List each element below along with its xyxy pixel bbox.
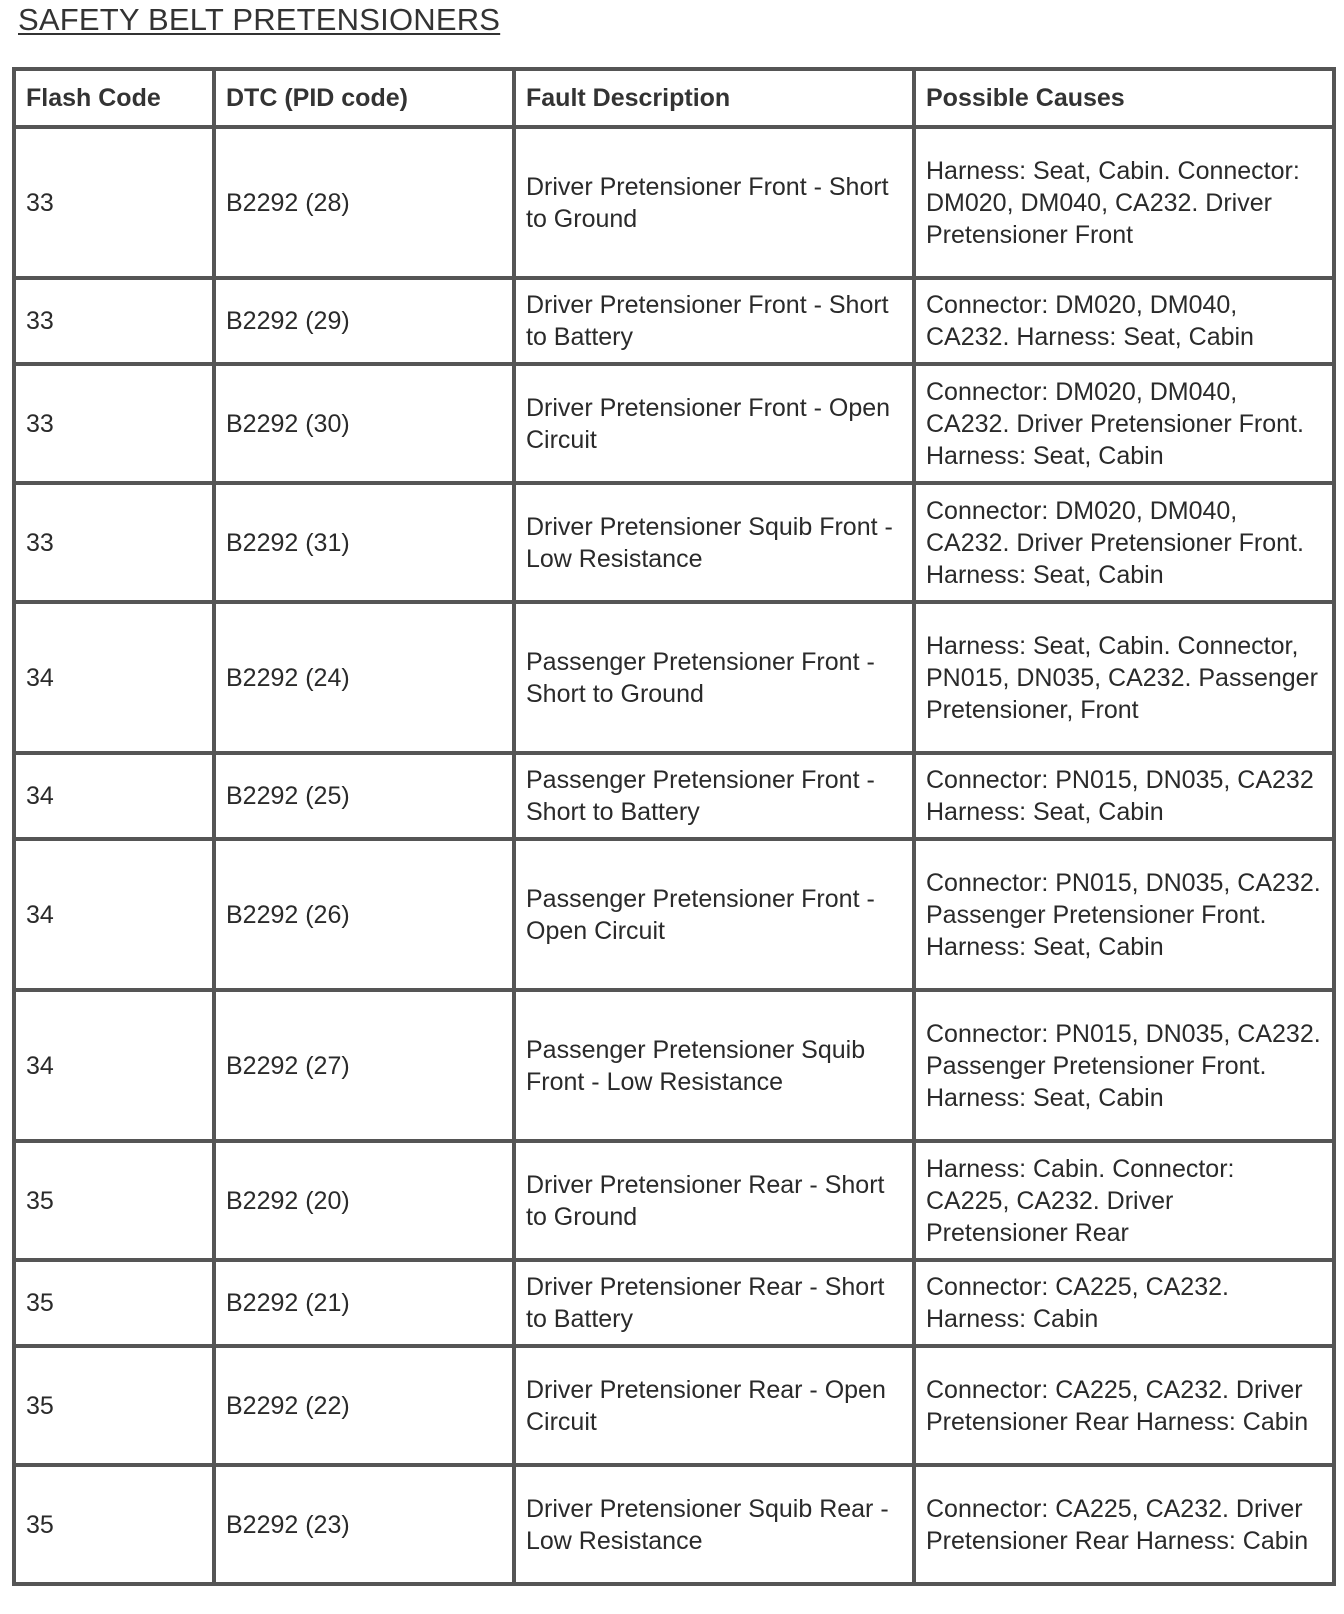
fault-description-cell: Driver Pretensioner Rear - Open Circuit (514, 1346, 914, 1465)
dtc-cell: B2292 (21) (214, 1260, 514, 1346)
flash-code-cell: 33 (14, 278, 214, 364)
dtc-cell: B2292 (20) (214, 1141, 514, 1260)
table-row (14, 483, 1334, 602)
dtc-cell: B2292 (25) (214, 753, 514, 839)
possible-causes-cell: Connector: DM020, DM040, CA232. Harness: Seat, Cabin (914, 278, 1334, 364)
fault-description-cell: Passenger Pretensioner Squib Front - Low Resistance (514, 990, 914, 1141)
possible-causes-cell: Connector: CA225, CA232. Driver Pretensioner Rear Harness: Cabin (914, 1346, 1334, 1465)
possible-causes-cell: Harness: Cabin. Connector: CA225, CA232. Driver Pretensioner Rear (914, 1141, 1334, 1260)
possible-causes-cell: Connector: DM020, DM040, CA232. Driver Pretensioner Front. Harness: Seat, Cabin (914, 483, 1334, 602)
flash-code-cell: 34 (14, 753, 214, 839)
dtc-cell: B2292 (30) (214, 364, 514, 483)
table-row (14, 839, 1334, 990)
table-row (14, 278, 1334, 364)
flash-code-cell: 35 (14, 1465, 214, 1584)
dtc-cell: B2292 (26) (214, 839, 514, 990)
page-title: SAFETY BELT PRETENSIONERS (18, 2, 501, 37)
dtc-table (12, 67, 1336, 1586)
fault-description-cell: Driver Pretensioner Rear - Short to Battery (514, 1260, 914, 1346)
dtc-cell: B2292 (31) (214, 483, 514, 602)
table-row (14, 753, 1334, 839)
dtc-cell: B2292 (23) (214, 1465, 514, 1584)
fault-description-cell: Passenger Pretensioner Front - Open Circuit (514, 839, 914, 990)
flash-code-cell: 33 (14, 483, 214, 602)
table-row (14, 364, 1334, 483)
dtc-cell: B2292 (24) (214, 602, 514, 753)
dtc-cell: B2292 (27) (214, 990, 514, 1141)
possible-causes-cell: Harness: Seat, Cabin. Connector, PN015, DN035, CA232. Passenger Pretensioner, Front (914, 602, 1334, 753)
table-row (14, 1346, 1334, 1465)
header-possible-causes: Possible Causes (914, 69, 1334, 127)
table-row (14, 1260, 1334, 1346)
table-row (14, 990, 1334, 1141)
fault-description-cell: Driver Pretensioner Squib Rear - Low Resistance (514, 1465, 914, 1584)
flash-code-cell: 35 (14, 1141, 214, 1260)
dtc-cell: B2292 (22) (214, 1346, 514, 1465)
fault-description-cell: Driver Pretensioner Front - Short to Battery (514, 278, 914, 364)
table-header-row (14, 69, 1334, 127)
possible-causes-cell: Connector: CA225, CA232. Harness: Cabin (914, 1260, 1334, 1346)
possible-causes-cell: Connector: PN015, DN035, CA232. Passenger Pretensioner Front. Harness: Seat, Cabin (914, 990, 1334, 1141)
possible-causes-cell: Harness: Seat, Cabin. Connector: DM020, DM040, CA232. Driver Pretensioner Front (914, 127, 1334, 278)
header-flash-code: Flash Code (14, 69, 214, 127)
flash-code-cell: 33 (14, 364, 214, 483)
fault-description-cell: Passenger Pretensioner Front - Short to Ground (514, 602, 914, 753)
possible-causes-cell: Connector: PN015, DN035, CA232. Passenger Pretensioner Front. Harness: Seat, Cabin (914, 839, 1334, 990)
fault-description-cell: Driver Pretensioner Front - Short to Ground (514, 127, 914, 278)
flash-code-cell: 35 (14, 1346, 214, 1465)
table-row (14, 1465, 1334, 1584)
flash-code-cell: 34 (14, 990, 214, 1141)
fault-description-cell: Passenger Pretensioner Front - Short to Battery (514, 753, 914, 839)
fault-description-cell: Driver Pretensioner Front - Open Circuit (514, 364, 914, 483)
table-row (14, 127, 1334, 278)
flash-code-cell: 35 (14, 1260, 214, 1346)
header-fault-description: Fault Description (514, 69, 914, 127)
possible-causes-cell: Connector: DM020, DM040, CA232. Driver Pretensioner Front. Harness: Seat, Cabin (914, 364, 1334, 483)
table-row (14, 602, 1334, 753)
table-row (14, 1141, 1334, 1260)
possible-causes-cell: Connector: CA225, CA232. Driver Pretensioner Rear Harness: Cabin (914, 1465, 1334, 1584)
flash-code-cell: 33 (14, 127, 214, 278)
flash-code-cell: 34 (14, 602, 214, 753)
dtc-cell: B2292 (28) (214, 127, 514, 278)
fault-description-cell: Driver Pretensioner Rear - Short to Ground (514, 1141, 914, 1260)
possible-causes-cell: Connector: PN015, DN035, CA232 Harness: Seat, Cabin (914, 753, 1334, 839)
fault-description-cell: Driver Pretensioner Squib Front - Low Resistance (514, 483, 914, 602)
flash-code-cell: 34 (14, 839, 214, 990)
header-dtc: DTC (PID code) (214, 69, 514, 127)
dtc-cell: B2292 (29) (214, 278, 514, 364)
